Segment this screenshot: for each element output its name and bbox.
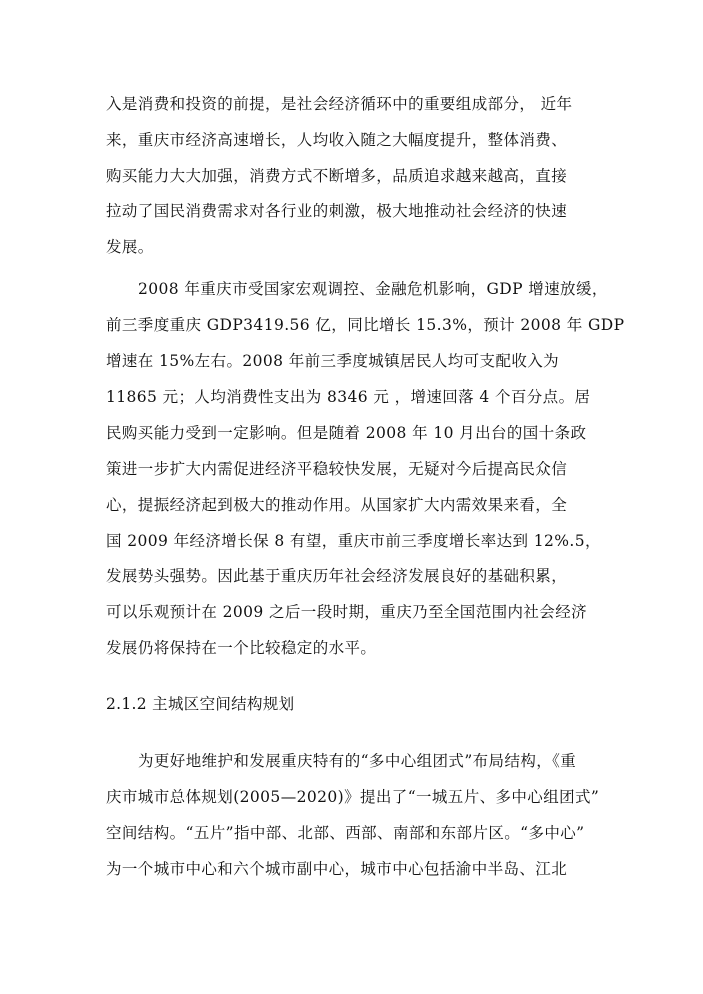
paragraph2-line-5: 民购买能力受到一定影响。但是随着 2008 年 10 月出台的国十条政 — [106, 424, 587, 442]
paragraph2-line-7: 心，提振经济起到极大的推动作用。从国家扩大内需效果来看，全 — [106, 496, 568, 514]
paragraph1-line-5: 发展。 — [106, 238, 154, 256]
paragraph2-line-3: 增速在 15%左右。2008 年前三季度城镇居民人均可支配收入为 — [106, 352, 560, 370]
section-heading: 2.1.2 主城区空间结构规划 — [106, 695, 295, 713]
paragraph3-line-4: 为一个城市中心和六个城市副中心，城市中心包括渝中半岛、江北 — [106, 860, 568, 878]
paragraph2-line-8: 国 2009 年经济增长保 8 有望，重庆市前三季度增长率达到 12%.5， — [106, 532, 601, 550]
paragraph2-line-1: 2008 年重庆市受国家宏观调控、金融危机影响，GDP 增速放缓， — [138, 280, 608, 298]
paragraph1-line-3: 购买能力大大加强，消费方式不断增多，品质追求越来越高，直接 — [106, 167, 568, 185]
paragraph2-line-2: 前三季度重庆 GDP3419.56 亿，同比增长 15.3%，预计 2008 年 GDP — [106, 316, 625, 334]
paragraph1-line-2: 来，重庆市经济高速增长，人均收入随之大幅度提升，整体消费、 — [106, 131, 568, 149]
paragraph2-line-11: 发展仍将保持在一个比较稳定的水平。 — [106, 639, 377, 657]
paragraph2-line-6: 策进一步扩大内需促进经济平稳较快发展，无疑对今后提高民众信 — [106, 460, 568, 478]
paragraph2-line-10: 可以乐观预计在 2009 之后一段时期，重庆乃至全国范围内社会经济 — [106, 603, 588, 621]
paragraph3-line-1: 为更好地维护和发展重庆特有的“多中心组团式”布局结构，《重 — [138, 752, 577, 770]
paragraph2-line-4: 11865 元；人均消费性支出为 8346 元 ，增速回落 4 个百分点。居 — [106, 388, 591, 406]
paragraph2-line-9: 发展势头强势。因此基于重庆历年社会经济发展良好的基础积累， — [106, 567, 568, 585]
paragraph1-line-1: 入是消费和投资的前提，是社会经济循环中的重要组成部分， 近年 — [106, 95, 573, 113]
paragraph3-line-2: 庆市城市总体规划(2005—2020)》提出了“一城五片、多中心组团式” — [106, 788, 600, 806]
paragraph1-line-4: 拉动了国民消费需求对各行业的刺激，极大地推动社会经济的快速 — [106, 202, 568, 220]
paragraph3-line-3: 空间结构。“五片”指中部、北部、西部、南部和东部片区。“多中心” — [106, 824, 585, 842]
